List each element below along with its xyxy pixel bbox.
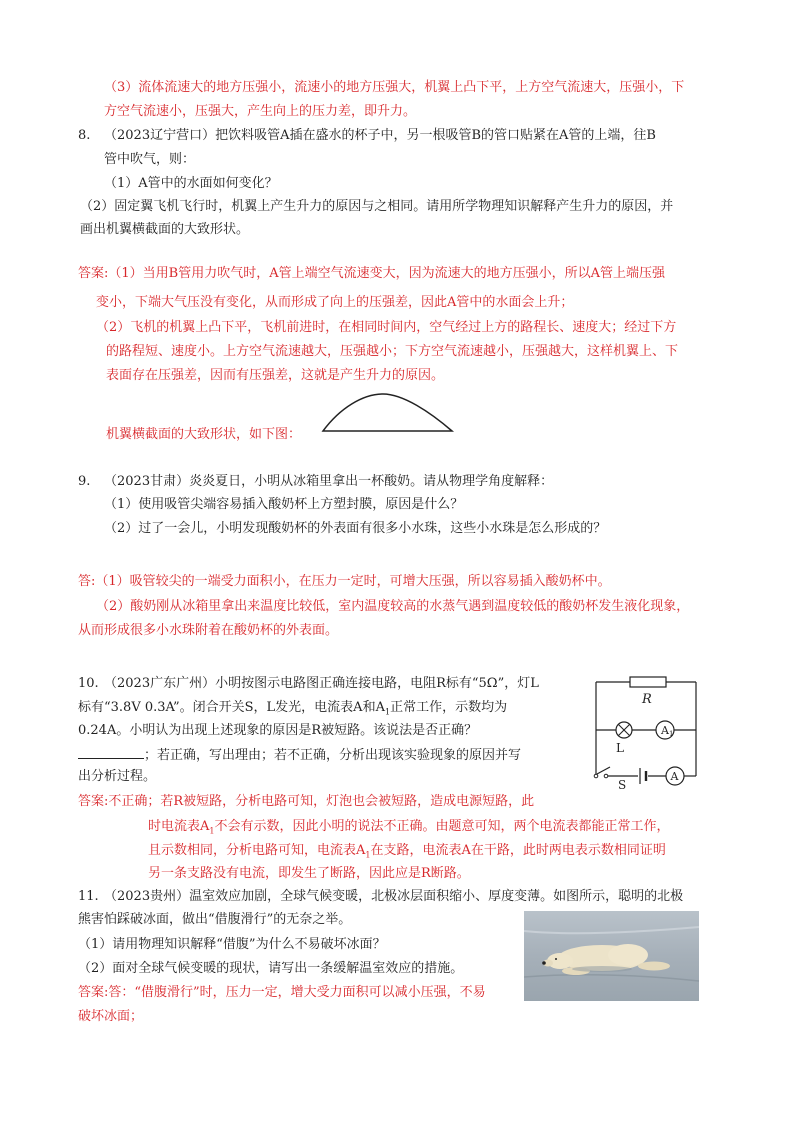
- q8-stem-line-1: （2023辽宁营口）把饮料吸管A插在盛水的杯子中，另一根吸管B的管口贴紧在A管的上端，往B: [104, 128, 656, 143]
- q10-answer-line-1: 答案:不正确；若R被短路，分析电路可知，灯泡也会被短路，造成电源短路，此: [78, 794, 535, 809]
- q11-sub-question-1: （1）请用物理知识解释“借腹”为什么不易破坏冰面？: [78, 937, 386, 952]
- svg-text:A: A: [661, 724, 669, 737]
- q9-answer-2-line-1: （2）酸奶刚从冰箱里拿出来温度比较低，室内温度较高的水蒸气遇到温度较低的酸奶杯发生液化现象，: [96, 599, 690, 614]
- q7-answer-3-line-1: （3）流体流速大的地方压强小，流速小的地方压强大，机翼上凸下平，上方空气流速大，压强小，下: [104, 80, 685, 95]
- q10-stem-line-5: 出分析过程。: [78, 769, 157, 784]
- q10-stem-line-3: 0.24A。小明认为出现上述现象的原因是R被短路。该说法是否正确？: [78, 723, 478, 738]
- q11-answer-line-2: 破坏冰面；: [78, 1009, 144, 1024]
- q8-answer-2-line-2: 的路程短、速度小。上方空气流速越大，压强越小；下方空气流速越小，压强越大，这样机翼上、下: [106, 344, 679, 359]
- q7-answer-3-line-2: 方空气流速小，压强大，产生向上的压力差，即升力。: [104, 104, 417, 119]
- svg-text:1: 1: [669, 730, 674, 738]
- resistor-symbol: [630, 677, 666, 687]
- q8-answer-1-line-1: 答案:（1）当用B管用力吹气时，A管上端空气流速变大，因为流速大的地方压强小，所以A管上端压强: [78, 266, 665, 281]
- ammeter-a-symbol: [666, 767, 684, 785]
- q8-answer-1-line-2: 变小，下端大气压没有变化，从而形成了向上的压强差，因此A管中的水面会上升；: [96, 295, 574, 310]
- switch-contact-left: [594, 774, 598, 778]
- q10-number: 10.: [78, 676, 99, 691]
- label-l: L: [616, 741, 624, 755]
- q10-stem-line-4: ；若正确，写出理由；若不正确，分析出现该实验现象的原因并写: [78, 746, 521, 764]
- q10-stem-line-2: 标有“3.8V 0.3A”。闭合开关S，L发光，电流表A和$A_1$正常工作，示数均为: [78, 700, 508, 717]
- q10-answer-blank[interactable]: [78, 746, 144, 759]
- lamp-symbol: [616, 722, 632, 738]
- q11-stem-line-1: （2023贵州）温室效应加剧，全球气候变暖，北极冰层面积缩小、厚度变薄。如图所示，聪明的北极: [104, 889, 684, 904]
- q10-answer-line-4: 另一条支路没有电流，即发生了断路，因此应是R断路。: [148, 866, 470, 881]
- q9-stem: （2023甘肃）炎炎夏日，小明从冰箱里拿出一杯酸奶。请从物理学角度解释：: [104, 474, 554, 489]
- svg-text:A: A: [670, 770, 679, 783]
- q11-sub-question-2: （2）面对全球气候变暖的现状，请写出一条缓解温室效应的措施。: [78, 961, 464, 976]
- q10-stem-line-1: （2023广东广州）小明按图示电路图正确连接电路，电阻R标有“5Ω”，灯L: [104, 676, 539, 691]
- q8-stem-line-2: 管中吹气，则：: [104, 152, 196, 167]
- q10-answer-line-2: 时电流表$A_1$不会有示数，因此小明的说法不正确。由题意可知，两个电流表都能正常工作，: [148, 819, 670, 836]
- q8-answer-2-line-3: 表面存在压强差，因而有压强差，这就是产生升力的原因。: [106, 368, 445, 383]
- circuit-diagram: [590, 668, 702, 792]
- q8-sub-question-2-line-1: （2）固定翼飞机飞行时，机翼上产生升力的原因与之相同。请用所学物理知识解释产生升力的原因，并: [80, 199, 674, 214]
- q10-answer-line-3: 且示数相同，分析电路可知，电流表$A_1$在支路，电流表A在干路，此时两电表示数相同证明: [148, 843, 666, 860]
- q9-answer-1: 答:（1）吸管较尖的一端受力面积小，在压力一定时，可增大压强，所以容易插入酸奶杯中。: [78, 574, 611, 589]
- q8-wing-caption: 机翼横截面的大致形状，如下图：: [106, 427, 302, 442]
- q9-sub-question-2: （2）过了一会儿，小明发现酸奶杯的外表面有很多小水珠，这些小水珠是怎么形成的？: [104, 521, 607, 536]
- q11-stem-line-2: 熊害怕踩破冰面，做出“借腹滑行”的无奈之举。: [78, 912, 352, 927]
- q8-sub-question-2-line-2: 画出机翼横截面的大致形状。: [80, 222, 250, 237]
- q9-answer-2-line-2: 从而形成很多小水珠附着在酸奶杯的外表面。: [78, 623, 339, 638]
- polar-bear-photo: [524, 911, 699, 1001]
- ammeter-a1-symbol: [656, 721, 674, 739]
- q8-sub-question-1: （1）A管中的水面如何变化？: [104, 176, 278, 191]
- battery-symbol: [640, 768, 646, 784]
- q11-number: 11.: [78, 889, 99, 904]
- label-r: R: [642, 692, 652, 707]
- wing-cross-section-figure: [318, 392, 458, 437]
- switch-contact-right: [604, 774, 608, 778]
- q8-answer-2-line-1: （2）飞机的机翼上凸下平，飞机前进时，在相同时间内，空气经过上方的路程长、速度大；经过下方: [96, 320, 677, 335]
- q9-sub-question-1: （1）使用吸管尖端容易插入酸奶杯上方塑封膜，原因是什么？: [104, 497, 464, 512]
- label-s: S: [618, 778, 627, 792]
- q11-answer-line-1: 答案:答：“借腹滑行”时，压力一定，增大受力面积可以减小压强，不易: [78, 985, 486, 1000]
- q9-number: 9.: [78, 474, 91, 489]
- q8-number: 8.: [78, 128, 91, 143]
